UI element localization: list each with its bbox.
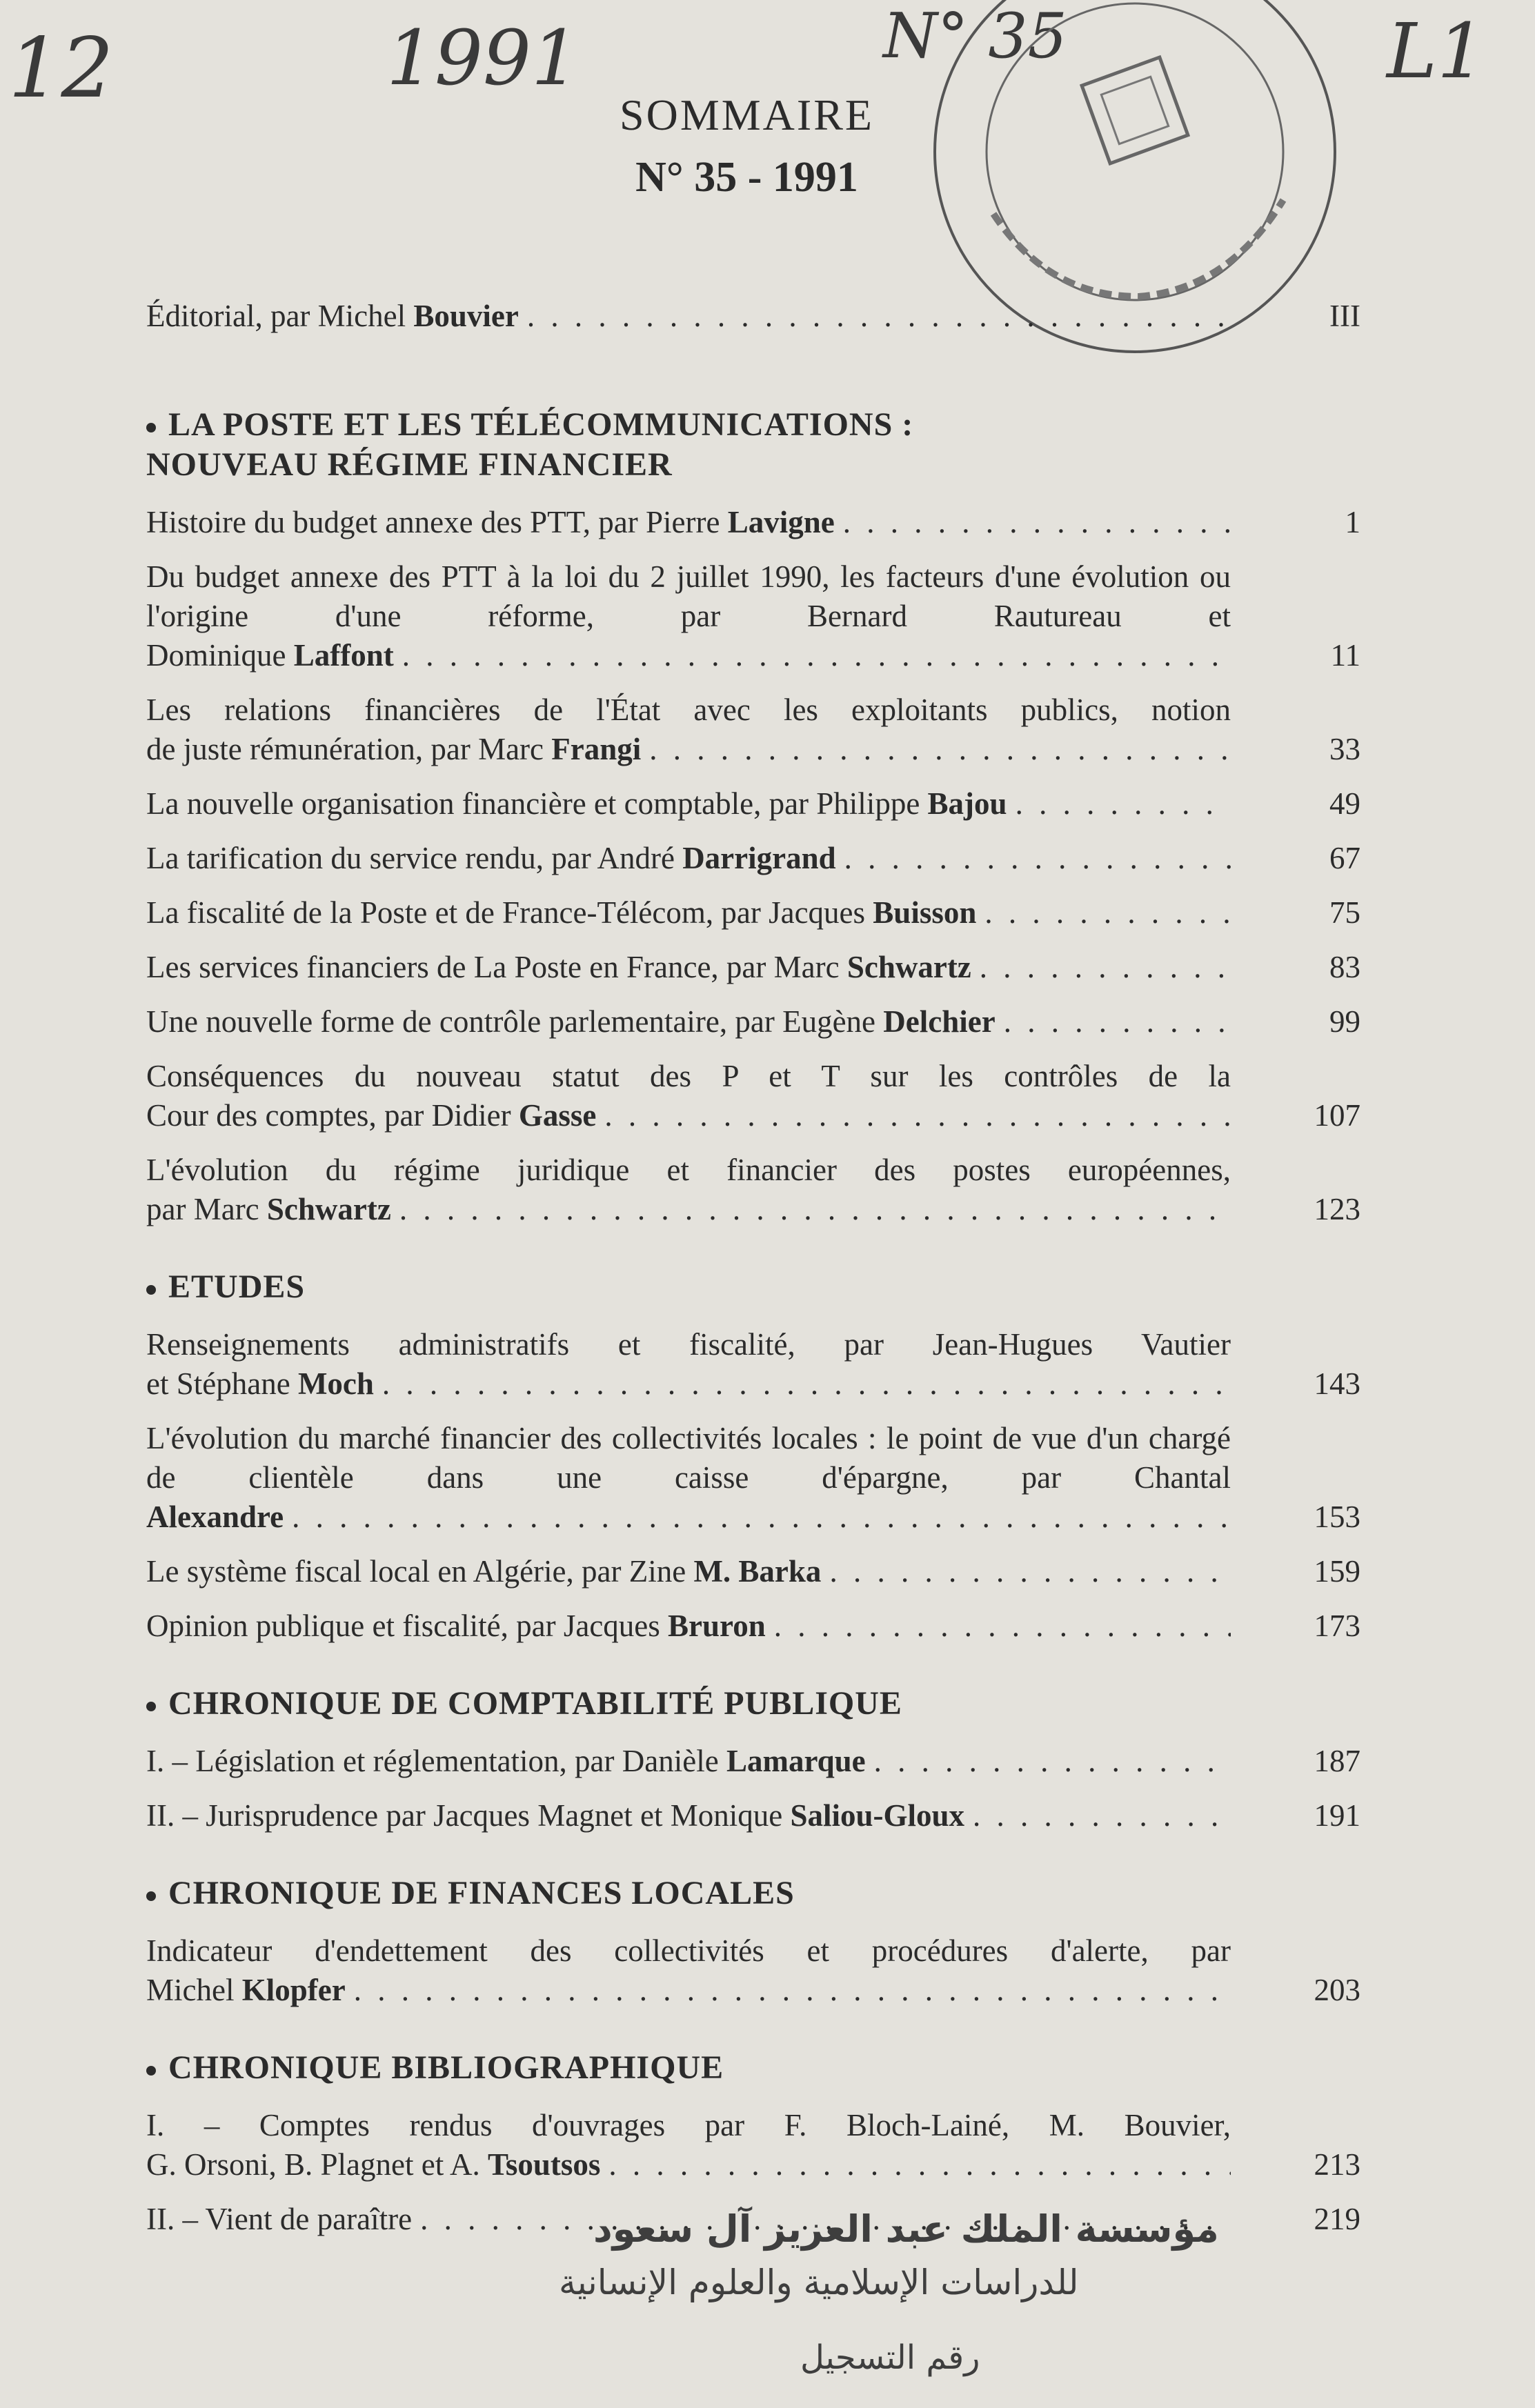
entry-text: Le système fiscal local en Algérie, par Zine	[146, 1554, 694, 1589]
page-number: III	[1329, 299, 1360, 333]
page-number: 83	[1329, 950, 1360, 984]
leader-dots	[973, 1796, 1231, 1835]
entry-lead-text: Les relations financières de l'État avec les exploitants publics, notion	[146, 693, 1231, 727]
entry-lead-text: Du budget annexe des PTT à la loi du 2 juillet 1990, les facteurs d'une évolution ou l'origine d'une réforme, par Bernard Rautureau et	[146, 559, 1231, 633]
page-number: 49	[1329, 786, 1360, 821]
entry-text: Michel	[146, 1973, 242, 2007]
entry-author: Moch	[297, 1366, 374, 1401]
entry-author: Tsoutsos	[487, 2147, 601, 2182]
page-number: 67	[1329, 841, 1360, 875]
toc-entry[interactable]	[146, 839, 1360, 878]
bullet-icon	[146, 1891, 156, 1901]
toc-entry[interactable]	[146, 2106, 1360, 2185]
entry-text: Opinion publique et fiscalité, par Jacques	[146, 1609, 669, 1643]
leader-dots	[354, 1971, 1231, 2010]
entry-author: Buisson	[873, 895, 977, 930]
entry-text: II. – Vient de paraître	[146, 2202, 413, 2236]
toc-entry[interactable]	[146, 1057, 1360, 1135]
entry-text: Histoire du budget annexe des PTT, par Pierre	[146, 505, 728, 539]
page-number: 173	[1314, 1609, 1360, 1643]
toc-entry-editorial[interactable]: Éditorial, par Michel Bouvier . . . III	[146, 297, 1360, 336]
section-heading: ETUDES	[146, 1267, 1360, 1307]
toc-entry[interactable]	[146, 1742, 1360, 1781]
toc-entry[interactable]	[146, 784, 1360, 824]
table-of-contents	[146, 297, 1360, 2254]
toc-entry[interactable]	[146, 1151, 1360, 1229]
entry-author: Darrigrand	[682, 841, 836, 875]
entry-author: Frangi	[551, 732, 642, 766]
toc-entry[interactable]	[146, 557, 1360, 675]
leader-dots	[980, 948, 1231, 987]
entry-author: Gasse	[518, 1098, 597, 1133]
entry-lead-text: Conséquences du nouveau statut des P et T sur les contrôles de la	[146, 1059, 1231, 1093]
entry-author: Laffont	[293, 638, 394, 673]
handwritten-right-mark: L1	[1387, 7, 1486, 95]
entry-author: Schwartz	[266, 1192, 391, 1226]
page-number: 11	[1330, 638, 1360, 673]
entry-text: La tarification du service rendu, par André	[146, 841, 683, 875]
page-number: 219	[1314, 2202, 1360, 2236]
page-number: 123	[1314, 1192, 1360, 1226]
entry-text: I. – Législation et réglementation, par Danièle	[146, 1744, 726, 1778]
page-number: 191	[1314, 1798, 1360, 1833]
entry-text: Dominique	[146, 638, 294, 673]
leader-dots	[1004, 1002, 1231, 1042]
page-number: 153	[1314, 1500, 1360, 1534]
entry-text: G. Orsoni, B. Plagnet et A.	[146, 2147, 488, 2182]
toc-entry[interactable]	[146, 893, 1360, 933]
page-number: 75	[1329, 895, 1360, 930]
leader-dots	[382, 1364, 1231, 1404]
entry-author: Delchier	[883, 1004, 996, 1039]
entry-author: Lamarque	[726, 1744, 866, 1778]
bullet-icon	[146, 423, 156, 432]
entry-text: La fiscalité de la Poste et de France-Télécom, par Jacques	[146, 895, 873, 930]
arabic-stamp-line2: للدراسات الإسلامية والعلوم الإنسانية	[559, 2262, 1079, 2302]
page-number: 33	[1329, 732, 1360, 766]
bullet-icon	[146, 1285, 156, 1295]
toc-entry[interactable]	[146, 948, 1360, 987]
bullet-icon	[146, 1702, 156, 1711]
entry-author: M. Barka	[693, 1554, 822, 1589]
handwritten-issue-mark: N° 35	[883, 0, 1067, 72]
leader-dots	[402, 636, 1231, 675]
toc-entry[interactable]	[146, 1931, 1360, 2010]
toc-entry[interactable]	[146, 1002, 1360, 1042]
entry-lead-text: L'évolution du régime juridique et financier des postes européennes,	[146, 1153, 1231, 1187]
entry-author: Schwartz	[846, 950, 971, 984]
toc-entry[interactable]	[146, 1419, 1360, 1537]
bullet-icon	[146, 2066, 156, 2076]
entry-author: Bajou	[927, 786, 1007, 821]
entry-text: Cour des comptes, par Didier	[146, 1098, 519, 1133]
leader-dots	[292, 1497, 1231, 1537]
issue-number: N° 35 - 1991	[635, 154, 858, 201]
page-number: 99	[1329, 1004, 1360, 1039]
toc-entry[interactable]	[146, 1325, 1360, 1404]
arabic-stamp-line1: مؤسسة الملك عبد العزيز آل سعود	[593, 2207, 1219, 2251]
page-number: 143	[1314, 1366, 1360, 1401]
handwritten-year: 1991	[386, 14, 580, 102]
entry-author: Alexandre	[146, 1500, 284, 1534]
arabic-stamp-line3: رقم التسجيل	[800, 2338, 980, 2377]
toc-entry[interactable]	[146, 1606, 1360, 1646]
page-number: 159	[1314, 1554, 1360, 1589]
page-number: 187	[1314, 1744, 1360, 1778]
handwritten-left-number: 12	[8, 21, 114, 117]
entry-lead-text: I. – Comptes rendus d'ouvrages par F. Bloch-Lainé, M. Bouvier,	[146, 2108, 1231, 2142]
toc-entry[interactable]	[146, 1796, 1360, 1835]
leader-dots	[984, 893, 1231, 933]
entry-text: de juste rémunération, par Marc	[146, 732, 552, 766]
leader-dots	[774, 1606, 1231, 1646]
page-number: 203	[1314, 1973, 1360, 2007]
leader-dots	[829, 1552, 1231, 1591]
entry-author: Saliou-Gloux	[790, 1798, 965, 1833]
entry-author: Bruron	[668, 1609, 766, 1643]
page-number: 213	[1314, 2147, 1360, 2182]
leader-dots	[843, 503, 1231, 542]
entry-text: et Stéphane	[146, 1366, 298, 1401]
entry-text: II. – Jurisprudence par Jacques Magnet et Monique	[146, 1798, 791, 1833]
entry-author: Lavigne	[727, 505, 835, 539]
leader-dots	[844, 839, 1231, 878]
leader-dots	[399, 1190, 1231, 1229]
section-heading: LA POSTE ET LES TÉLÉCOMMUNICATIONS : NOUVEAU RÉGIME FINANCIER	[146, 406, 914, 483]
toc-entry[interactable]	[146, 1552, 1360, 1591]
leader-dots	[608, 2145, 1231, 2185]
entry-text: La nouvelle organisation financière et comptable, par Philippe	[146, 786, 928, 821]
leader-dots	[604, 1096, 1231, 1135]
entry-author: Klopfer	[241, 1973, 346, 2007]
entry-lead-text: L'évolution du marché financier des collectivités locales : le point de vue d'un chargé de clientèle dans une caisse d'épargne, par Chantal	[146, 1421, 1231, 1495]
page-number: 1	[1345, 505, 1360, 539]
entry-lead-text: Renseignements administratifs et fiscalité, par Jean-Hugues Vautier	[146, 1327, 1231, 1362]
entry-text: Les services financiers de La Poste en France, par Marc	[146, 950, 847, 984]
toc-entry[interactable]	[146, 503, 1360, 542]
page-number: 107	[1314, 1098, 1360, 1133]
toc-entry[interactable]	[146, 690, 1360, 769]
leader-dots	[874, 1742, 1231, 1781]
entry-lead-text: Indicateur d'endettement des collectivités et procédures d'alerte, par	[146, 1933, 1231, 1968]
section-heading: CHRONIQUE BIBLIOGRAPHIQUE	[146, 2048, 1360, 2088]
section-heading: CHRONIQUE DE FINANCES LOCALES	[146, 1873, 1360, 1913]
entry-text: Une nouvelle forme de contrôle parlementaire, par Eugène	[146, 1004, 884, 1039]
section-heading: CHRONIQUE DE COMPTABILITÉ PUBLIQUE	[146, 1684, 1360, 1724]
leader-dots	[1016, 784, 1231, 824]
leader-dots	[649, 730, 1231, 769]
page-title: SOMMAIRE	[620, 90, 874, 139]
entry-text: par Marc	[146, 1192, 267, 1226]
